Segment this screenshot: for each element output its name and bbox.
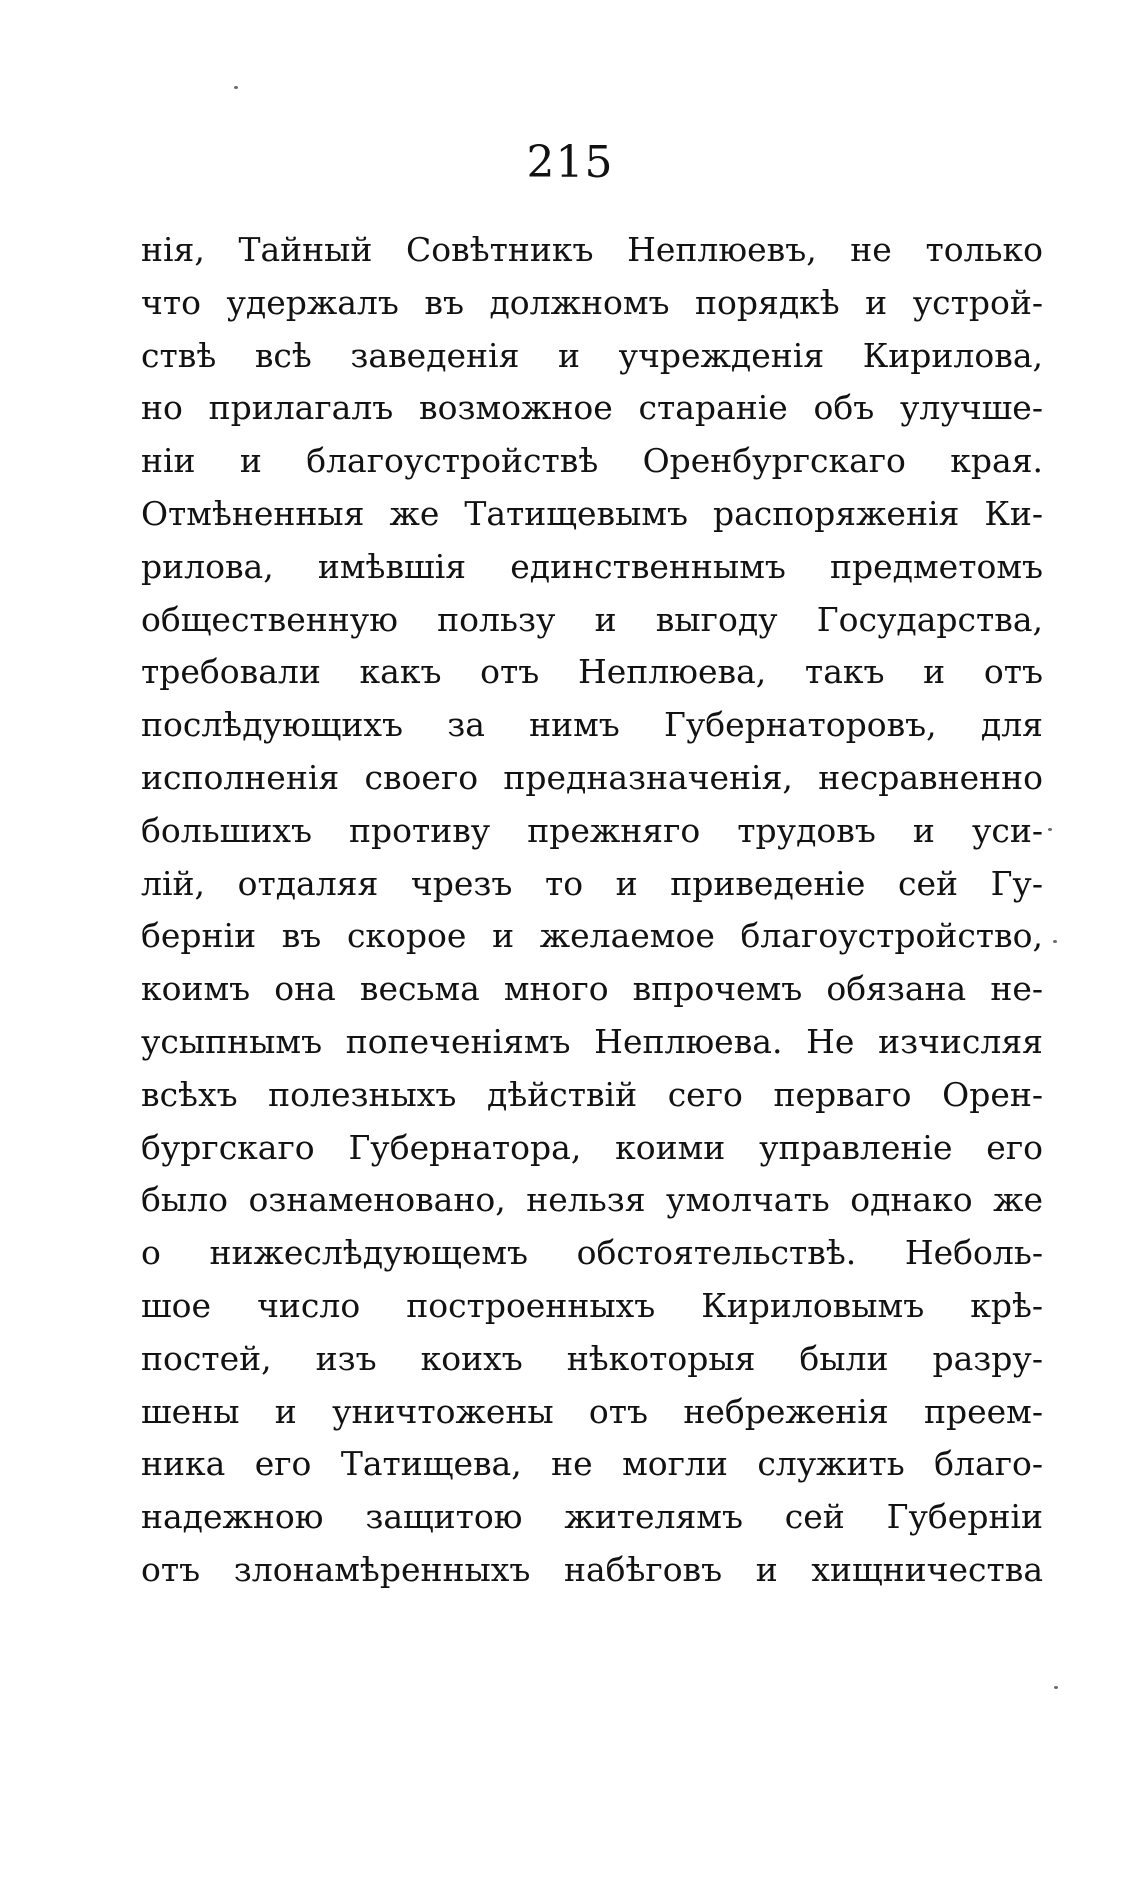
text-line: ника его Татищева, не могли служить благо- [141,1444,1043,1484]
text-line: бургскаго Губернатора, коими управленіе его [141,1127,1043,1167]
text-line: шое число построенныхъ Кириловымъ крѣ- [141,1285,1043,1325]
text-line: всѣхъ полезныхъ дѣйствій сего перваго Орен- [141,1074,1043,1114]
text-line: общественную пользу и выгоду Государства, [141,599,1043,639]
text-line: что удержалъ въ должномъ порядкѣ и устрой- [141,282,1043,322]
ink-speck [1048,828,1052,831]
text-line: усыпнымъ попеченіямъ Неплюева. Не изчисляя [141,1021,1043,1061]
text-line: постей, изъ коихъ нѣкоторыя были разру- [141,1338,1043,1378]
text-line: лій, отдаляя чрезъ то и приведеніе сей Гу- [141,863,1043,903]
text-line: о нижеслѣдующемъ обстоятельствѣ. Неболь- [141,1233,1043,1273]
text-line: рилова, имѣвшія единственнымъ предметомъ [141,546,1043,586]
text-line: требовали какъ отъ Неплюева, такъ и отъ [141,652,1043,692]
text-line: нія, Тайный Совѣтникъ Неплюевъ, не только [141,230,1043,269]
text-line: шены и уничтожены отъ небреженія преем- [141,1391,1043,1431]
text-line: ствѣ всѣ заведенія и учрежденія Кирилова, [141,335,1043,375]
text-line: исполненія своего предназначенія, несравненно [141,757,1043,797]
ink-speck [1054,1686,1058,1689]
text-line: было ознаменовано, нельзя умолчать однако же [141,1180,1043,1220]
text-line: Отмѣненныя же Татищевымъ распоряженія Ки- [141,493,1043,533]
body-text [141,224,1043,1597]
text-line: ніи и благоустройствѣ Оренбургскаго края. [141,441,1043,481]
text-line: большихъ противу прежняго трудовъ и уси- [141,810,1043,850]
text-line: отъ злонамѣренныхъ набѣговъ и хищничества [141,1549,1043,1589]
text-line: послѣдующихъ за нимъ Губернаторовъ, для [141,705,1043,745]
text-line: но прилагалъ возможное стараніе объ улучше- [141,388,1043,428]
ink-speck [234,86,238,89]
page-number: 215 [526,137,614,188]
text-line: коимъ она весьма много впрочемъ обязана не- [141,969,1043,1009]
text-line: берніи въ скорое и желаемое благоустройство, [141,916,1043,956]
text-line: надежною защитою жителямъ сей Губерніи [141,1497,1043,1537]
ink-speck [1053,940,1057,943]
